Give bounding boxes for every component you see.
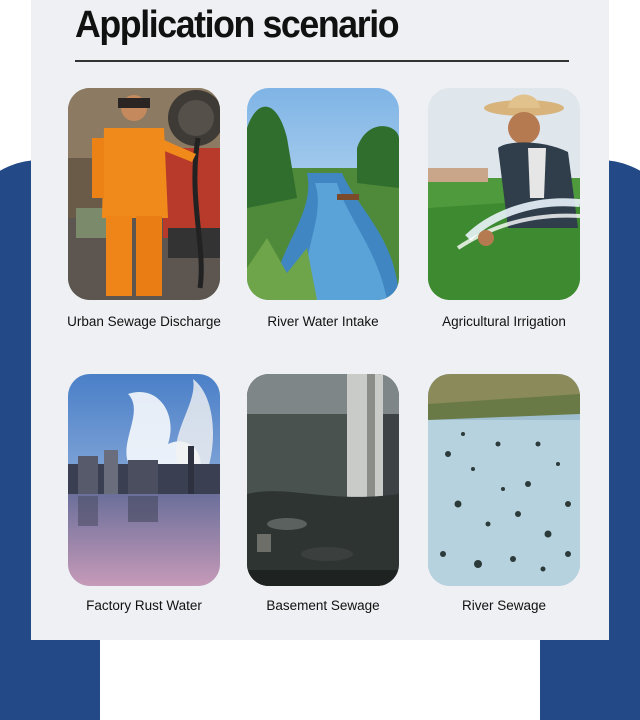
scenario-image-river-sewage — [428, 374, 580, 586]
polluted-river-photo-icon — [428, 374, 580, 586]
farmer-irrigation-photo-icon — [428, 88, 580, 300]
sewer-worker-photo-icon — [68, 88, 220, 300]
content-panel — [31, 0, 609, 640]
scenario-label-factory-rust-water: Factory Rust Water — [86, 598, 202, 613]
scenario-image-factory-rust-water — [68, 374, 220, 586]
scenario-image-agricultural-irrigation — [428, 88, 580, 300]
scenario-label-river-sewage: River Sewage — [461, 598, 547, 613]
scenario-label-agricultural-irrigation: Agricultural Irrigation — [442, 314, 566, 329]
scenario-label-basement-sewage: Basement Sewage — [266, 598, 380, 613]
scenario-image-urban-sewage — [68, 88, 220, 300]
factory-photo-icon — [68, 374, 220, 586]
scenario-image-river-intake — [247, 88, 399, 300]
title-divider — [75, 60, 569, 62]
river-photo-icon — [247, 88, 399, 300]
scenario-label-urban-sewage: Urban Sewage Discharge — [67, 314, 221, 329]
scenario-image-basement-sewage — [247, 374, 399, 586]
flooded-basement-photo-icon — [247, 374, 399, 586]
scenario-label-river-intake: River Water Intake — [267, 314, 379, 329]
page-title: Application scenario — [75, 4, 399, 46]
